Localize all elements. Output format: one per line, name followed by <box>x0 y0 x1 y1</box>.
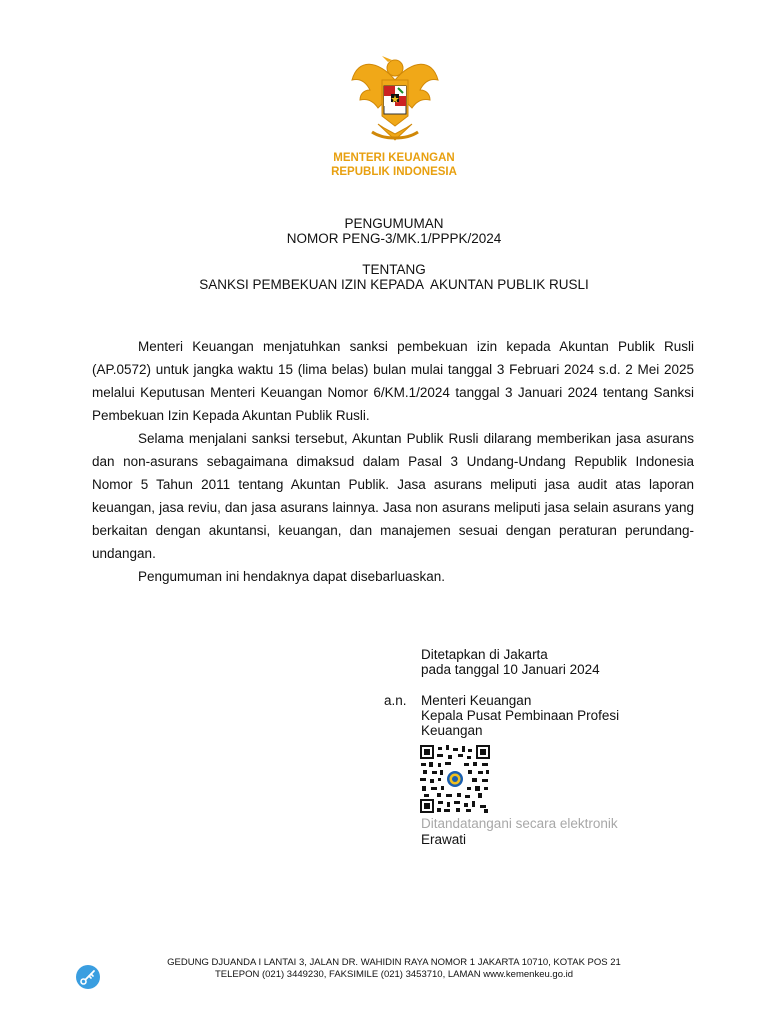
signer-name: Erawati <box>421 832 467 847</box>
document-type: PENGUMUMAN <box>344 216 444 231</box>
on-behalf-label: a.n. <box>384 693 407 708</box>
signature-role-3: Keuangan <box>421 723 483 738</box>
footer-line-2: TELEPON (021) 3449230, FAKSIMILE (021) 3453710, LAMAN www.kemenkeu.go.id <box>214 969 574 980</box>
footer-address <box>100 957 688 981</box>
signature-place: Ditetapkan di Jakarta <box>421 647 548 662</box>
electronic-signature-note: Ditandatangani secara elektronik <box>421 816 618 831</box>
signature-date: pada tanggal 10 Januari 2024 <box>421 662 600 677</box>
qr-code-icon <box>420 745 490 813</box>
letterhead-line1: MENTERI KEUANGAN <box>333 152 455 164</box>
paragraph-3: Pengumuman ini hendaknya dapat disebarluaskan. <box>138 569 445 584</box>
document-number: NOMOR PENG-3/MK.1/PPPK/2024 <box>286 231 502 246</box>
paragraph-2: Selama menjalani sanksi tersebut, Akuntan Publik Rusli dilarang memberikan jasa asurans dan non-asurans sebagaimana dimaksud dalam Pasal 3 Undang-Undang Republik Indonesia Nomor 5 Tahun 2011 tentang Akuntan Publik. Jasa asurans meliputi jasa audit atas laporan keuangan, jasa reviu, dan jasa asurans lainnya. Jasa non asurans meliputi jasa selain asurans yang berkaitan dengan akuntansi, keuangan, dan manajemen sesuai dengan peraturan perundang-undangan. <box>92 431 694 561</box>
garuda-emblem-icon <box>348 50 442 146</box>
footer-line-1: GEDUNG DJUANDA I LANTAI 3, JALAN DR. WAHIDIN RAYA NOMOR 1 JAKARTA 10710, KOTAK POS 21 <box>167 957 621 968</box>
signature-role-2: Kepala Pusat Pembinaan Profesi <box>421 708 620 723</box>
document-subject: SANKSI PEMBEKUAN IZIN KEPADA AKUNTAN PUBLIK RUSLI <box>199 277 589 292</box>
letterhead-line2: REPUBLIK INDONESIA <box>331 166 457 178</box>
key-logo-icon <box>76 965 100 989</box>
document-about: TENTANG <box>362 262 426 277</box>
letterhead <box>294 151 494 179</box>
paragraph-1: Menteri Keuangan menjatuhkan sanksi pembekuan izin kepada Akuntan Publik Rusli (AP.0572) untuk jangka waktu 15 (lima belas) bulan mulai tanggal 3 Februari 2024 s.d. 2 Mei 2025 melalui Keputusan Menteri Keuangan Nomor 6/KM.1/2024 tanggal 3 Januari 2024 tentang Sanksi Pembekuan Izin Kepada Akuntan Publik Rusli. <box>92 339 694 423</box>
document-body <box>92 335 694 588</box>
signature-role-1: Menteri Keuangan <box>421 693 532 708</box>
